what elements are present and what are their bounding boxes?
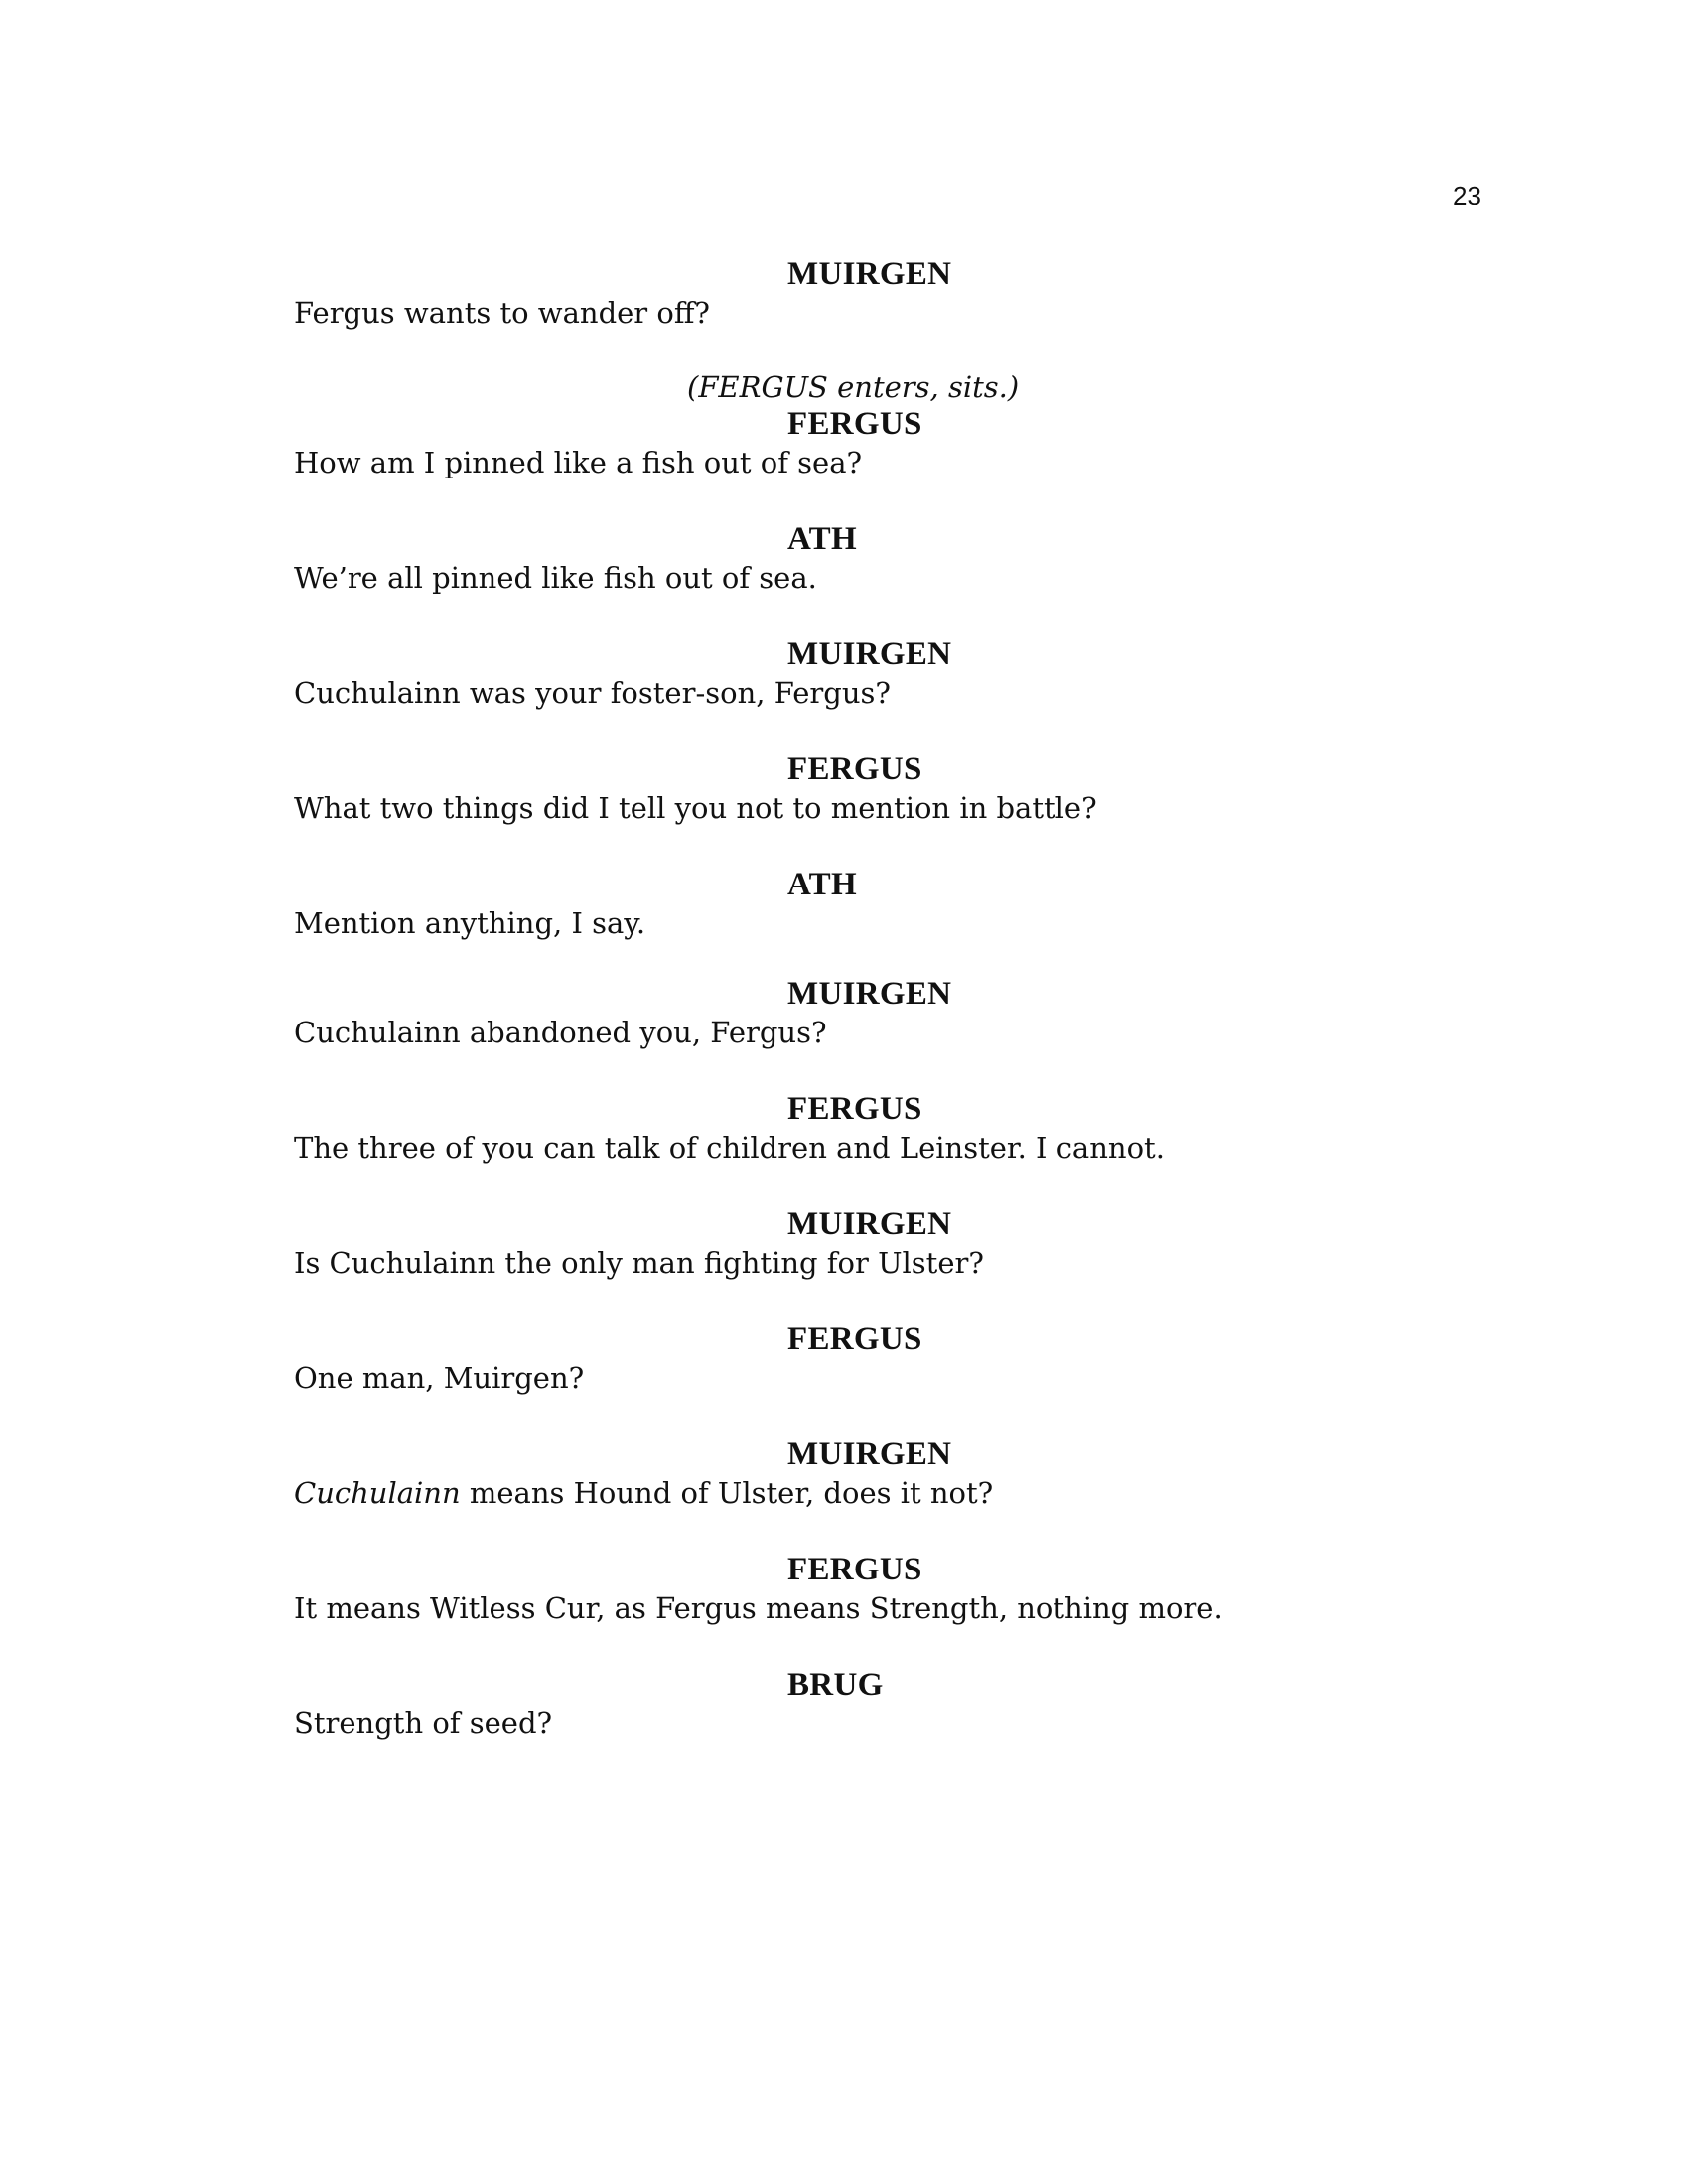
dialogue-line: Is Cuchulainn the only man fighting for Ulster? — [294, 1246, 984, 1280]
dialogue-line: How am I pinned like a fish out of sea? — [294, 446, 863, 479]
speaker-name: MUIRGEN — [787, 1436, 952, 1472]
speaker-name: MUIRGEN — [787, 1206, 952, 1242]
stage-direction: (FERGUS enters, sits.) — [687, 370, 1020, 404]
dialogue-line: One man, Muirgen? — [294, 1361, 585, 1395]
dialogue-line — [294, 1476, 993, 1510]
page-number: 23 — [1453, 181, 1481, 210]
speaker-name: BRUG — [787, 1667, 884, 1703]
speaker-name: MUIRGEN — [787, 636, 952, 672]
dialogue-line-rest: means Hound of Ulster, does it not? — [460, 1476, 994, 1510]
speaker-name: MUIRGEN — [787, 256, 952, 292]
speaker-name: MUIRGEN — [787, 976, 952, 1012]
dialogue-line: Fergus wants to wander off? — [294, 296, 710, 330]
dialogue-line: Cuchulainn was your foster-son, Fergus? — [294, 676, 891, 710]
dialogue-line: Strength of seed? — [294, 1706, 553, 1740]
dialogue-line: Cuchulainn abandoned you, Fergus? — [294, 1016, 827, 1049]
speaker-name: FERGUS — [787, 1091, 922, 1127]
speaker-name: FERGUS — [787, 406, 922, 442]
speaker-name: ATH — [787, 867, 857, 902]
dialogue-line: It means Witless Cur, as Fergus means Strength, nothing more. — [294, 1591, 1223, 1625]
speaker-name: FERGUS — [787, 1321, 922, 1357]
speaker-name: FERGUS — [787, 1552, 922, 1587]
dialogue-line-italic: Cuchulainn — [294, 1476, 461, 1510]
dialogue-line: What two things did I tell you not to mention in battle? — [294, 791, 1097, 825]
dialogue-line: The three of you can talk of children and Leinster. I cannot. — [294, 1131, 1165, 1164]
speaker-name: ATH — [787, 521, 857, 557]
dialogue-line: We’re all pinned like fish out of sea. — [294, 561, 817, 595]
speaker-name: FERGUS — [787, 751, 922, 787]
dialogue-line: Mention anything, I say. — [294, 906, 646, 940]
